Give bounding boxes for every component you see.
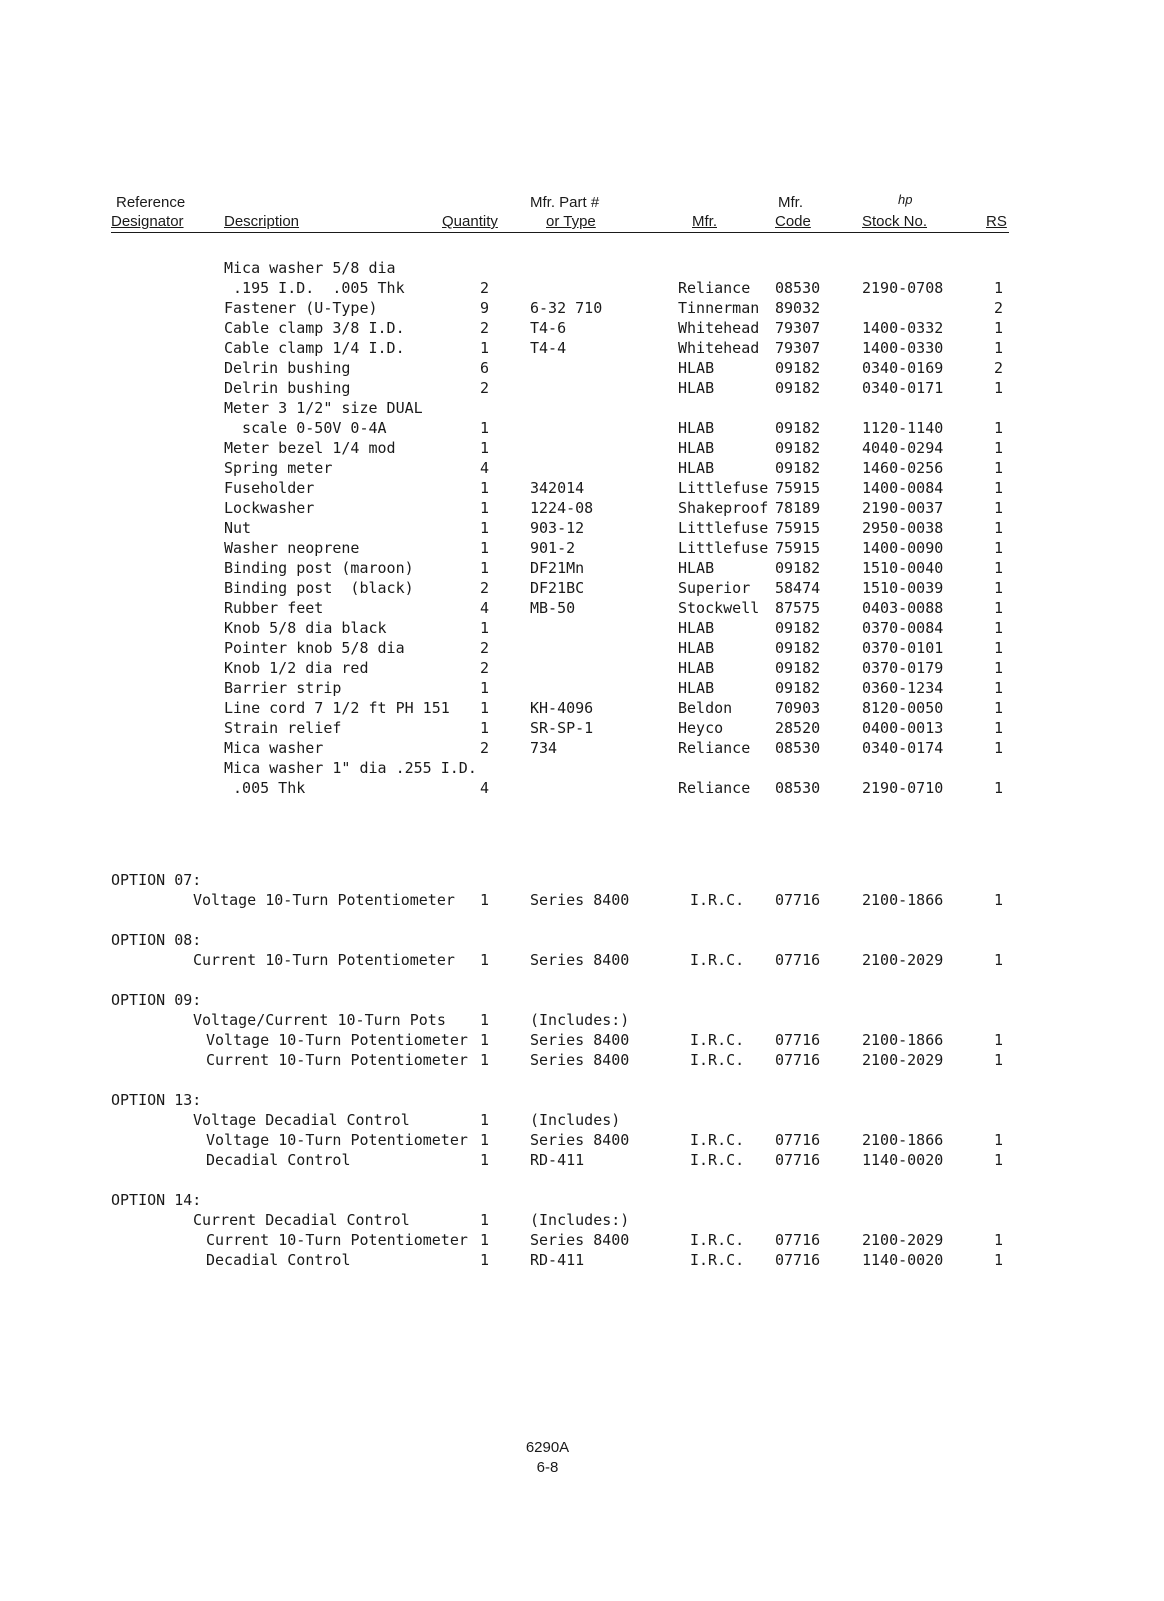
row-description: Delrin bushing [224, 359, 351, 377]
option-description: Voltage Decadial Control [193, 1111, 410, 1129]
row-quantity: 1 [480, 439, 490, 457]
row-quantity: 9 [480, 299, 490, 317]
option-quantity: 1 [480, 891, 490, 909]
table-row [0, 378, 1164, 398]
row-rs: 1 [994, 379, 1004, 397]
table-row [0, 278, 1164, 298]
option-part-number: Series 8400 [530, 1231, 630, 1249]
row-rs: 1 [994, 599, 1004, 617]
option-row [0, 1250, 1164, 1270]
row-mfr-code: 89032 [775, 299, 821, 317]
option-mfr-code: 07716 [775, 951, 821, 969]
table-row [0, 358, 1164, 378]
row-mfr-code: 08530 [775, 279, 821, 297]
table-row [0, 678, 1164, 698]
option-rs: 1 [994, 891, 1004, 909]
row-manufacturer: HLAB [678, 379, 715, 397]
row-description: Binding post (black) [224, 579, 414, 597]
option-row [0, 890, 1164, 910]
table-row [0, 438, 1164, 458]
row-mfr-code: 79307 [775, 339, 821, 357]
row-rs: 1 [994, 559, 1004, 577]
row-rs: 2 [994, 299, 1004, 317]
row-stock-number: 0340-0169 [862, 359, 944, 377]
row-quantity: 1 [480, 619, 490, 637]
option-rs: 1 [994, 1031, 1004, 1049]
row-quantity: 2 [480, 659, 490, 677]
hp-logo: hp [898, 192, 913, 207]
row-stock-number: 2190-0710 [862, 779, 944, 797]
row-rs: 1 [994, 459, 1004, 477]
option-mfr-code: 07716 [775, 1031, 821, 1049]
row-part-number: 734 [530, 739, 558, 757]
row-manufacturer: Heyco [678, 719, 724, 737]
row-description: Cable clamp 1/4 I.D. [224, 339, 405, 357]
option-label: OPTION 09: [111, 991, 202, 1009]
row-quantity: 1 [480, 499, 490, 517]
row-rs: 1 [994, 479, 1004, 497]
row-description: Mica washer [224, 739, 324, 757]
row-stock-number: 2950-0038 [862, 519, 944, 537]
option-description: Voltage 10-Turn Potentiometer [193, 891, 455, 909]
option-manufacturer: I.R.C. [690, 1051, 745, 1069]
header-part-line2: or Type [546, 213, 596, 230]
option-description: Decadial Control [206, 1151, 351, 1169]
row-manufacturer: Stockwell [678, 599, 760, 617]
table-row [0, 778, 1164, 798]
header-rule [111, 232, 1009, 233]
row-rs: 1 [994, 739, 1004, 757]
row-mfr-code: 78189 [775, 499, 821, 517]
row-quantity: 2 [480, 579, 490, 597]
row-stock-number: 1120-1140 [862, 419, 944, 437]
row-description: Strain relief [224, 719, 342, 737]
option-description: Voltage 10-Turn Potentiometer [206, 1131, 468, 1149]
option-part-number: Series 8400 [530, 1131, 630, 1149]
option-manufacturer: I.R.C. [690, 1231, 745, 1249]
option-quantity: 1 [480, 1111, 490, 1129]
row-rs: 1 [994, 499, 1004, 517]
row-description: Spring meter [224, 459, 333, 477]
row-quantity: 1 [480, 519, 490, 537]
option-row [0, 950, 1164, 970]
option-row [0, 1210, 1164, 1230]
row-manufacturer: Superior [678, 579, 751, 597]
header-mfr: Mfr. [692, 213, 717, 230]
option-part-number: (Includes) [530, 1111, 621, 1129]
option-label: OPTION 14: [111, 1191, 202, 1209]
row-mfr-code: 09182 [775, 619, 821, 637]
row-part-number: SR-SP-1 [530, 719, 594, 737]
row-description: .005 Thk [224, 779, 306, 797]
row-description: scale 0-50V 0-4A [224, 419, 387, 437]
row-quantity: 2 [480, 319, 490, 337]
row-mfr-code: 09182 [775, 559, 821, 577]
option-part-number: RD-411 [530, 1251, 585, 1269]
row-quantity: 1 [480, 479, 490, 497]
option-mfr-code: 07716 [775, 1251, 821, 1269]
row-mfr-code: 09182 [775, 359, 821, 377]
option-row [0, 1050, 1164, 1070]
option-quantity: 1 [480, 1251, 490, 1269]
option-rs: 1 [994, 951, 1004, 969]
header-ref-line2: Designator [111, 213, 184, 230]
row-stock-number: 4040-0294 [862, 439, 944, 457]
header-stock-line2: Stock No. [862, 213, 928, 230]
row-description: Mica washer 1" dia .255 I.D. [224, 759, 477, 777]
row-description: Meter 3 1/2" size DUAL [224, 399, 423, 417]
row-rs: 1 [994, 539, 1004, 557]
header-quantity: Quantity [442, 213, 498, 230]
row-quantity: 6 [480, 359, 490, 377]
option-quantity: 1 [480, 1211, 490, 1229]
option-row [0, 1230, 1164, 1250]
row-manufacturer: HLAB [678, 559, 715, 577]
row-description: Binding post (maroon) [224, 559, 414, 577]
table-row [0, 618, 1164, 638]
row-manufacturer: Shakeproof [678, 499, 769, 517]
footer-model: 6290A [525, 1439, 570, 1456]
row-stock-number: 1400-0330 [862, 339, 944, 357]
row-description: Meter bezel 1/4 mod [224, 439, 396, 457]
row-description: Washer neoprene [224, 539, 360, 557]
row-description: Fuseholder [224, 479, 315, 497]
row-manufacturer: Reliance [678, 739, 751, 757]
row-manufacturer: Littlefuse [678, 539, 769, 557]
option-part-number: Series 8400 [530, 1031, 630, 1049]
row-rs: 1 [994, 619, 1004, 637]
option-row [0, 1130, 1164, 1150]
option-stock-number: 2100-1866 [862, 891, 944, 909]
row-quantity: 1 [480, 699, 490, 717]
row-rs: 1 [994, 319, 1004, 337]
header-description: Description [224, 213, 300, 230]
row-manufacturer: HLAB [678, 659, 715, 677]
option-description: Current 10-Turn Potentiometer [193, 951, 455, 969]
row-mfr-code: 79307 [775, 319, 821, 337]
option-quantity: 1 [480, 1151, 490, 1169]
option-rs: 1 [994, 1051, 1004, 1069]
row-stock-number: 1510-0040 [862, 559, 944, 577]
option-manufacturer: I.R.C. [690, 951, 745, 969]
option-part-number: (Includes:) [530, 1011, 630, 1029]
row-rs: 2 [994, 359, 1004, 377]
row-mfr-code: 09182 [775, 379, 821, 397]
table-row [0, 538, 1164, 558]
option-mfr-code: 07716 [775, 1051, 821, 1069]
row-description: Delrin bushing [224, 379, 351, 397]
row-mfr-code: 09182 [775, 459, 821, 477]
row-rs: 1 [994, 699, 1004, 717]
table-row [0, 638, 1164, 658]
row-description: Cable clamp 3/8 I.D. [224, 319, 405, 337]
row-manufacturer: Whitehead [678, 319, 760, 337]
option-mfr-code: 07716 [775, 1151, 821, 1169]
row-stock-number: 0340-0174 [862, 739, 944, 757]
row-mfr-code: 09182 [775, 419, 821, 437]
row-mfr-code: 75915 [775, 519, 821, 537]
row-part-number: T4-4 [530, 339, 567, 357]
table-row [0, 458, 1164, 478]
option-part-number: Series 8400 [530, 951, 630, 969]
table-row [0, 258, 1164, 278]
header-code-line1: Mfr. [778, 194, 803, 211]
row-stock-number: 1460-0256 [862, 459, 944, 477]
row-manufacturer: HLAB [678, 459, 715, 477]
row-manufacturer: Tinnerman [678, 299, 760, 317]
option-stock-number: 2100-2029 [862, 1051, 944, 1069]
row-stock-number: 1510-0039 [862, 579, 944, 597]
option-label: OPTION 07: [111, 871, 202, 889]
row-description: Knob 1/2 dia red [224, 659, 369, 677]
option-quantity: 1 [480, 1011, 490, 1029]
row-stock-number: 0403-0088 [862, 599, 944, 617]
table-row [0, 398, 1164, 418]
option-stock-number: 1140-0020 [862, 1151, 944, 1169]
row-description: Fastener (U-Type) [224, 299, 378, 317]
row-quantity: 1 [480, 339, 490, 357]
option-part-number: Series 8400 [530, 1051, 630, 1069]
row-description: Mica washer 5/8 dia [224, 259, 396, 277]
option-mfr-code: 07716 [775, 891, 821, 909]
option-row [0, 1030, 1164, 1050]
option-description: Decadial Control [206, 1251, 351, 1269]
table-row [0, 718, 1164, 738]
option-rs: 1 [994, 1151, 1004, 1169]
option-stock-number: 2100-2029 [862, 1231, 944, 1249]
row-stock-number: 0360-1234 [862, 679, 944, 697]
row-stock-number: 2190-0037 [862, 499, 944, 517]
row-manufacturer: Littlefuse [678, 519, 769, 537]
option-quantity: 1 [480, 1051, 490, 1069]
table-row [0, 318, 1164, 338]
row-manufacturer: HLAB [678, 439, 715, 457]
row-quantity: 1 [480, 679, 490, 697]
row-mfr-code: 09182 [775, 679, 821, 697]
option-stock-number: 1140-0020 [862, 1251, 944, 1269]
row-description: Pointer knob 5/8 dia [224, 639, 405, 657]
table-row [0, 658, 1164, 678]
row-mfr-code: 58474 [775, 579, 821, 597]
row-stock-number: 0370-0179 [862, 659, 944, 677]
row-stock-number: 1400-0332 [862, 319, 944, 337]
row-stock-number: 0400-0013 [862, 719, 944, 737]
row-quantity: 4 [480, 459, 490, 477]
header-part-line1: Mfr. Part # [530, 194, 600, 211]
row-part-number: DF21BC [530, 579, 585, 597]
row-quantity: 2 [480, 379, 490, 397]
row-quantity: 1 [480, 419, 490, 437]
option-row [0, 1110, 1164, 1130]
row-mfr-code: 75915 [775, 479, 821, 497]
table-row [0, 578, 1164, 598]
row-mfr-code: 08530 [775, 779, 821, 797]
row-description: Rubber feet [224, 599, 324, 617]
row-manufacturer: HLAB [678, 679, 715, 697]
table-row [0, 558, 1164, 578]
header-code-line2: Code [775, 213, 811, 230]
option-part-number: (Includes:) [530, 1211, 630, 1229]
row-quantity: 2 [480, 739, 490, 757]
option-description: Current 10-Turn Potentiometer [206, 1051, 468, 1069]
row-quantity: 2 [480, 639, 490, 657]
row-quantity: 4 [480, 599, 490, 617]
row-description: Line cord 7 1/2 ft PH 151 [224, 699, 450, 717]
row-part-number: 6-32 710 [530, 299, 603, 317]
option-manufacturer: I.R.C. [690, 1031, 745, 1049]
row-description: .195 I.D. .005 Thk [224, 279, 405, 297]
option-part-number: Series 8400 [530, 891, 630, 909]
row-part-number: 1224-08 [530, 499, 594, 517]
option-stock-number: 2100-2029 [862, 951, 944, 969]
option-part-number: RD-411 [530, 1151, 585, 1169]
row-manufacturer: Whitehead [678, 339, 760, 357]
row-stock-number: 8120-0050 [862, 699, 944, 717]
row-manufacturer: Reliance [678, 779, 751, 797]
row-rs: 1 [994, 519, 1004, 537]
option-manufacturer: I.R.C. [690, 1131, 745, 1149]
table-row [0, 598, 1164, 618]
row-rs: 1 [994, 439, 1004, 457]
row-part-number: 903-12 [530, 519, 585, 537]
row-quantity: 2 [480, 279, 490, 297]
row-stock-number: 0370-0084 [862, 619, 944, 637]
row-part-number: KH-4096 [530, 699, 594, 717]
row-rs: 1 [994, 679, 1004, 697]
row-manufacturer: HLAB [678, 639, 715, 657]
row-mfr-code: 09182 [775, 639, 821, 657]
table-row [0, 478, 1164, 498]
row-description: Barrier strip [224, 679, 342, 697]
row-manufacturer: HLAB [678, 619, 715, 637]
option-manufacturer: I.R.C. [690, 1151, 745, 1169]
row-stock-number: 1400-0084 [862, 479, 944, 497]
option-rs: 1 [994, 1251, 1004, 1269]
row-quantity: 1 [480, 539, 490, 557]
option-stock-number: 2100-1866 [862, 1031, 944, 1049]
option-row [0, 1150, 1164, 1170]
row-rs: 1 [994, 419, 1004, 437]
option-quantity: 1 [480, 1231, 490, 1249]
row-rs: 1 [994, 719, 1004, 737]
option-mfr-code: 07716 [775, 1131, 821, 1149]
row-part-number: DF21Mn [530, 559, 585, 577]
row-description: Knob 5/8 dia black [224, 619, 387, 637]
footer-page-number: 6-8 [536, 1459, 559, 1476]
table-row [0, 698, 1164, 718]
row-mfr-code: 28520 [775, 719, 821, 737]
table-row [0, 518, 1164, 538]
option-quantity: 1 [480, 1031, 490, 1049]
table-row [0, 738, 1164, 758]
row-mfr-code: 08530 [775, 739, 821, 757]
row-rs: 1 [994, 659, 1004, 677]
row-description: Nut [224, 519, 252, 537]
row-part-number: T4-6 [530, 319, 567, 337]
row-mfr-code: 09182 [775, 659, 821, 677]
table-row [0, 418, 1164, 438]
row-part-number: MB-50 [530, 599, 576, 617]
option-label: OPTION 13: [111, 1091, 202, 1109]
header-ref-line1: Reference [116, 194, 186, 211]
row-manufacturer: Reliance [678, 279, 751, 297]
option-quantity: 1 [480, 951, 490, 969]
table-row [0, 758, 1164, 778]
row-mfr-code: 87575 [775, 599, 821, 617]
row-quantity: 1 [480, 559, 490, 577]
option-rs: 1 [994, 1131, 1004, 1149]
row-stock-number: 1400-0090 [862, 539, 944, 557]
row-quantity: 4 [480, 779, 490, 797]
option-description: Current Decadial Control [193, 1211, 410, 1229]
row-mfr-code: 09182 [775, 439, 821, 457]
row-part-number: 342014 [530, 479, 585, 497]
row-rs: 1 [994, 579, 1004, 597]
row-stock-number: 0340-0171 [862, 379, 944, 397]
option-stock-number: 2100-1866 [862, 1131, 944, 1149]
row-rs: 1 [994, 339, 1004, 357]
row-manufacturer: Littlefuse [678, 479, 769, 497]
option-description: Current 10-Turn Potentiometer [206, 1231, 468, 1249]
header-rs: RS [986, 213, 1007, 230]
row-manufacturer: Beldon [678, 699, 733, 717]
row-stock-number: 0370-0101 [862, 639, 944, 657]
row-rs: 1 [994, 279, 1004, 297]
row-manufacturer: HLAB [678, 359, 715, 377]
option-manufacturer: I.R.C. [690, 1251, 745, 1269]
row-manufacturer: HLAB [678, 419, 715, 437]
option-rs: 1 [994, 1231, 1004, 1249]
option-mfr-code: 07716 [775, 1231, 821, 1249]
option-label: OPTION 08: [111, 931, 202, 949]
option-description: Voltage/Current 10-Turn Pots [193, 1011, 446, 1029]
option-row [0, 1010, 1164, 1030]
row-quantity: 1 [480, 719, 490, 737]
row-rs: 1 [994, 779, 1004, 797]
option-quantity: 1 [480, 1131, 490, 1149]
row-mfr-code: 75915 [775, 539, 821, 557]
row-mfr-code: 70903 [775, 699, 821, 717]
row-description: Lockwasher [224, 499, 315, 517]
row-rs: 1 [994, 639, 1004, 657]
table-row [0, 338, 1164, 358]
row-stock-number: 2190-0708 [862, 279, 944, 297]
table-row [0, 298, 1164, 318]
table-row [0, 498, 1164, 518]
option-description: Voltage 10-Turn Potentiometer [206, 1031, 468, 1049]
option-manufacturer: I.R.C. [690, 891, 745, 909]
row-part-number: 901-2 [530, 539, 576, 557]
